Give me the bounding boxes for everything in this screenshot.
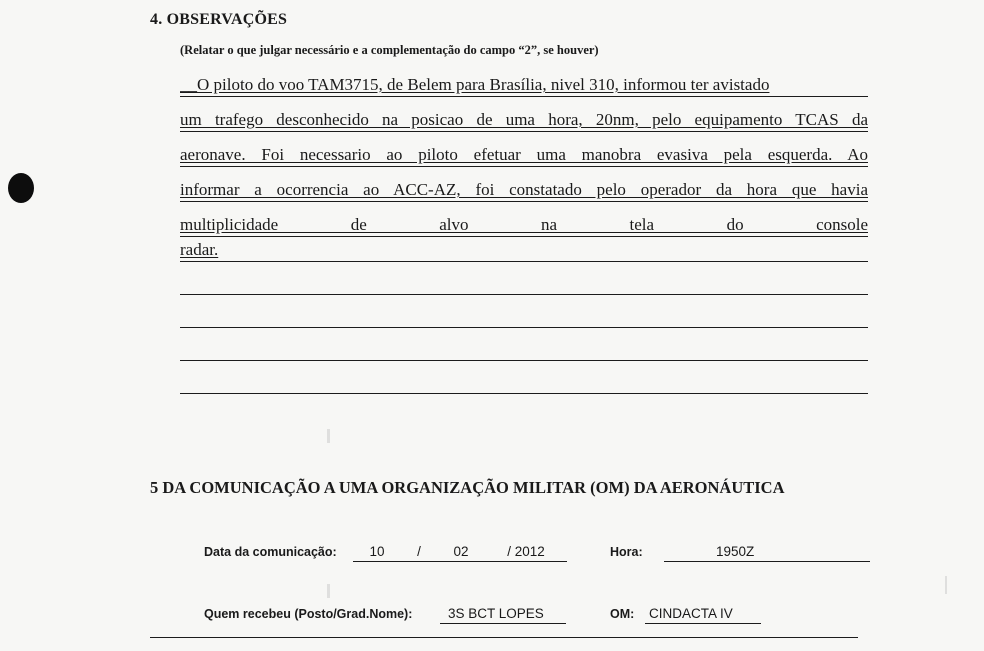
observation-line-8 xyxy=(180,297,868,328)
receiver-value: 3S BCT LOPES xyxy=(440,605,566,624)
punch-hole xyxy=(8,173,34,203)
om-label: OM: xyxy=(610,607,635,621)
observation-line-1 xyxy=(180,66,868,97)
observation-text: multiplicidade de alvo na tela do console xyxy=(180,215,868,234)
receiver-label: Quem recebeu (Posto/Grad.Nome): xyxy=(204,607,413,621)
date-label: Data da comunicação: xyxy=(204,545,337,559)
observation-line-2 xyxy=(180,101,868,132)
time-label: Hora: xyxy=(610,545,643,559)
observation-line-10 xyxy=(180,363,868,394)
observation-text: __O piloto do voo TAM3715, de Belem para Brasília, nivel 310, informou ter avistado xyxy=(180,75,770,94)
observation-line-3 xyxy=(180,136,868,167)
observation-text: informar a ocorrencia ao ACC-AZ, foi constatado pelo operador da hora que havia xyxy=(180,180,868,199)
date-month-value: 02 xyxy=(437,543,485,562)
date-year-value: / 2012 xyxy=(485,543,567,562)
bottom-rule xyxy=(150,637,858,638)
observation-line-4 xyxy=(180,171,868,202)
section-4-title: 4. OBSERVAÇÕES xyxy=(150,11,288,28)
scan-smudge xyxy=(327,584,330,598)
section-5-title: 5 DA COMUNICAÇÃO A UMA ORGANIZAÇÃO MILITAR (OM) DA AERONÁUTICA xyxy=(150,478,785,497)
observation-text: radar. xyxy=(180,240,219,259)
om-value: CINDACTA IV xyxy=(645,605,761,624)
scan-smudge xyxy=(945,576,947,594)
time-value: 1950Z xyxy=(664,543,870,562)
observation-text: aeronave. Foi necessario ao piloto efetuar uma manobra evasiva pela esquerda. Ao xyxy=(180,145,868,164)
observation-line-6 xyxy=(180,231,868,262)
section-4-instruction: (Relatar o que julgar necessário e a complementação do campo “2”, se houver) xyxy=(180,43,599,57)
scan-smudge xyxy=(327,429,330,443)
date-separator: / xyxy=(401,543,437,562)
observation-line-9 xyxy=(180,330,868,361)
observation-line-7 xyxy=(180,264,868,295)
date-day-value: 10 xyxy=(353,543,401,562)
observation-text: um trafego desconhecido na posicao de uma hora, 20nm, pelo equipamento TCAS da xyxy=(180,110,868,129)
